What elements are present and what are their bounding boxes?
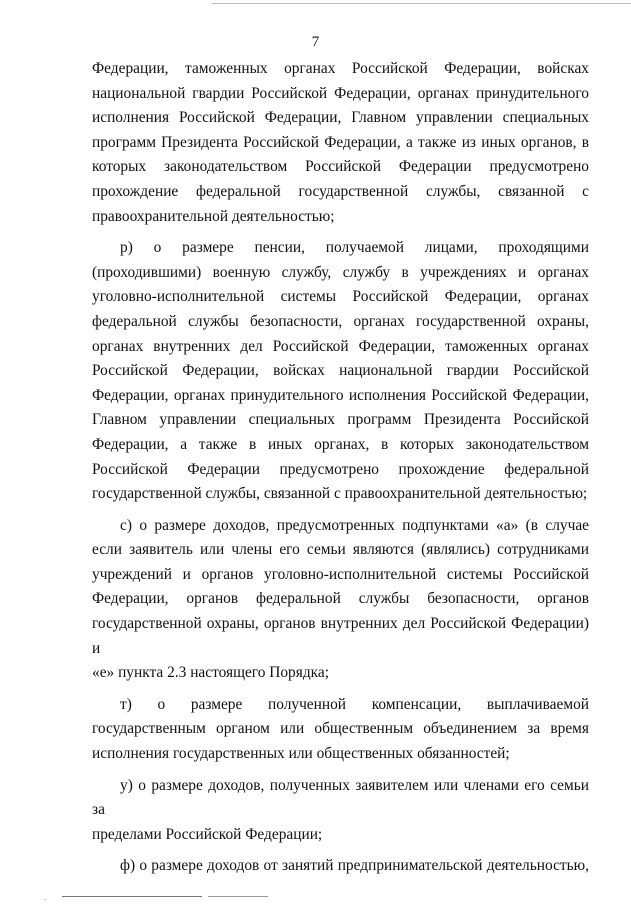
text-line: т) о размере полученной компенсации, выплачиваемой	[120, 695, 589, 713]
text-line: исполнения государственных или общественных обязанностей;	[92, 745, 510, 763]
text-line: органах внутренних дел Российской Федерации, таможенных органах	[92, 337, 589, 355]
text-line: р) о размере пенсии, получаемой лицами, проходящими	[120, 239, 589, 257]
text-line: Федерации, органов федеральной службы безопасности, органов	[92, 590, 589, 608]
scan-mark: .	[44, 893, 46, 902]
text-line: исполнения Российской Федерации, Главном управлении специальных	[92, 109, 589, 127]
text-line: ф) о размере доходов от занятий предпринимательской деятельностью,	[120, 857, 589, 875]
text-line: правоохранительной деятельностью;	[92, 207, 335, 225]
text-line: федеральной службы безопасности, органах государственной охраны,	[92, 312, 589, 330]
paragraph-continuation	[92, 57, 589, 229]
text-line: учреждений и органов уголовно-исполнительной системы Российской	[92, 565, 589, 583]
text-line: государственной службы, связанной с правоохранительной деятельностью;	[92, 485, 588, 503]
text-line: «е» пункта 2.3 настоящего Порядка;	[92, 664, 330, 682]
paragraph-item-u	[92, 774, 589, 848]
paragraph-item-f	[92, 854, 589, 879]
footer-line	[62, 896, 202, 897]
text-line: у) о размере доходов, полученных заявителем или членами его семьи за	[92, 776, 589, 819]
text-line: пределами Российской Федерации;	[92, 825, 323, 843]
text-line: которых законодательством Российской Федерации предусмотрено	[92, 158, 589, 176]
paragraph-item-t	[92, 693, 589, 767]
text-line: государственной охраны, органов внутренних дел Российской Федерации) и	[92, 615, 589, 657]
text-line: Федерации, а также в иных органах, в которых законодательством	[92, 435, 589, 453]
page-number: 7	[311, 34, 320, 50]
paragraph-item-r	[92, 236, 589, 507]
text-line: уголовно-исполнительной системы Российской Федерации, органах	[92, 288, 589, 306]
text-line: (проходившими) военную службу, службу в учреждениях и органах	[92, 263, 589, 281]
text-line: Главном управлении специальных программ Президента Российской	[92, 411, 589, 429]
text-line: прохождение федеральной государственной службы, связанной с	[92, 182, 589, 200]
top-border-line	[212, 3, 631, 4]
text-line: Федерации, органах принудительного исполнения Российской Федерации,	[92, 386, 589, 404]
text-line: Российской Федерации, войсках национальной гвардии Российской	[92, 362, 589, 380]
text-line: государственным органом или общественным объединением за время	[92, 720, 589, 738]
text-line: с) о размере доходов, предусмотренных подпунктами «а» (в случае	[120, 516, 589, 534]
text-line: Федерации, таможенных органах Российской Федерации, войсках	[92, 60, 589, 77]
paragraph-item-s	[92, 514, 589, 686]
text-line: программ Президента Российской Федерации, а также из иных органов, в	[92, 133, 589, 151]
text-line: Российской Федерации предусмотрено прохождение федеральной	[92, 460, 589, 478]
document-body	[92, 57, 589, 886]
text-line: национальной гвардии Российской Федерации, органах принудительного	[92, 84, 589, 102]
text-line: если заявитель или члены его семьи являются (являлись) сотрудниками	[92, 541, 589, 559]
footer-line-short	[208, 896, 268, 897]
